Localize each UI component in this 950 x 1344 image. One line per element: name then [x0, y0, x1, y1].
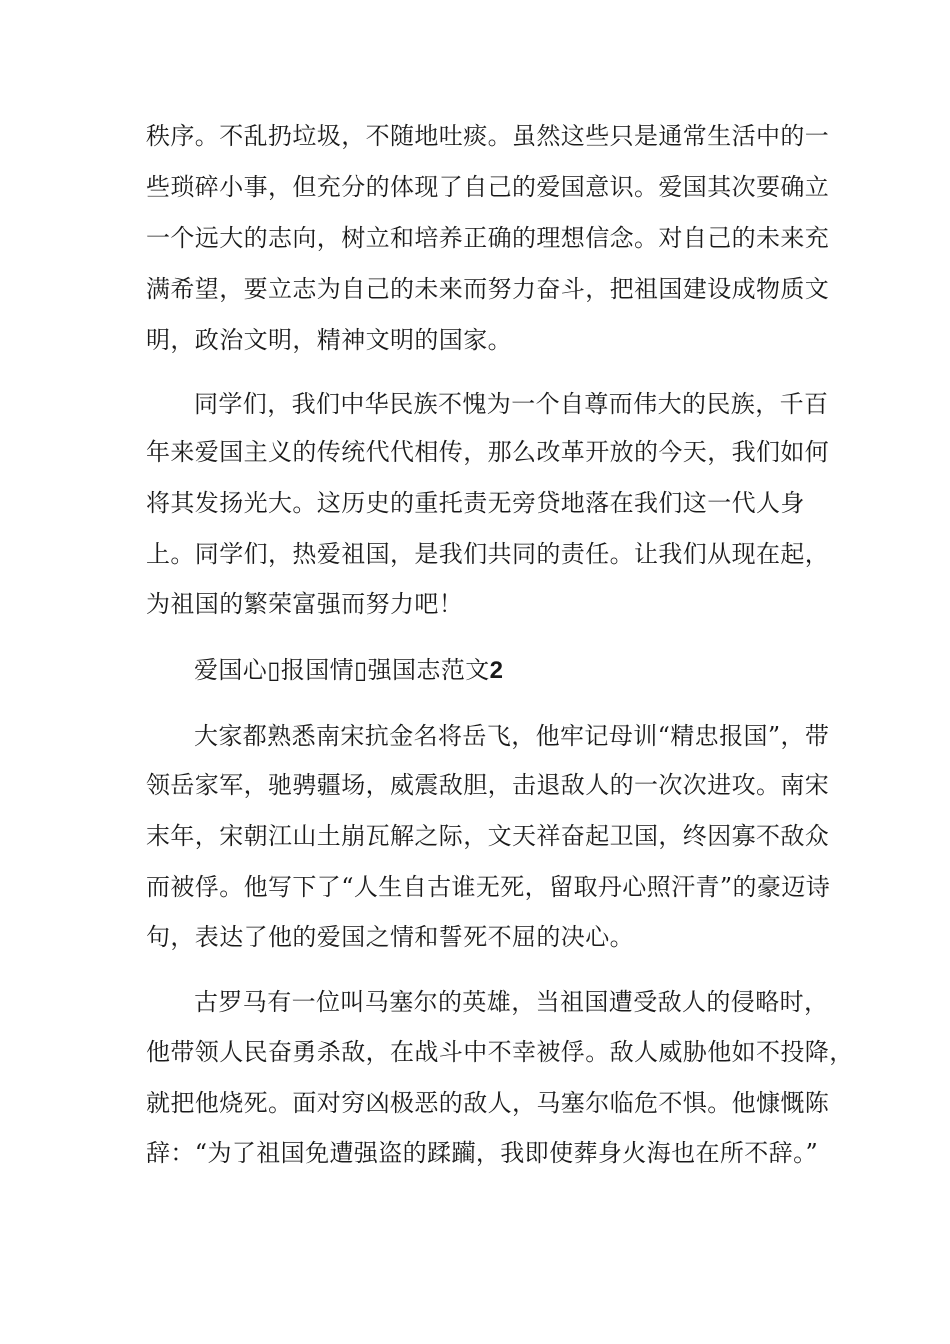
paragraph-2-line-4: 上。同学们，热爱祖国，是我们共同的责任。让我们从现在起， [146, 540, 830, 568]
paragraph-4-line-1: 古罗马有一位叫马塞尔的英雄，当祖国遭受敌人的侵略时， [194, 988, 829, 1016]
paragraph-1-line-3: 一个远大的志向，树立和培养正确的理想信念。对自己的未来充 [146, 224, 830, 252]
section-heading-text: 爱国心▯报国情▯强国志范文 [194, 656, 490, 684]
paragraph-3-line-4: 而被俘。他写下了“人生自古谁无死，留取丹心照汗青”的豪迈诗 [146, 873, 831, 901]
paragraph-4-line-3: 就把他烧死。面对穷凶极恶的敌人，马塞尔临危不惧。他慷慨陈 [146, 1089, 830, 1117]
paragraph-4-line-4: 辞：“为了祖国免遭强盗的蹂躏，我即使葬身火海也在所不辞。” [146, 1139, 819, 1167]
paragraph-4-line-2: 他带领人民奋勇杀敌，在战斗中不幸被俘。敌人威胁他如不投降， [146, 1038, 854, 1066]
paragraph-1-line-1: 秩序。不乱扔垃圾，不随地吐痰。虽然这些只是通常生活中的一 [146, 122, 830, 150]
paragraph-3-line-5: 句，表达了他的爱国之情和誓死不屈的决心。 [146, 923, 634, 951]
section-heading [194, 644, 503, 696]
paragraph-3-line-1: 大家都熟悉南宋抗金名将岳飞，他牢记母训“精忠报国”，带 [194, 722, 830, 750]
paragraph-2-line-2: 年来爱国主义的传统代代相传，那么改革开放的今天，我们如何 [146, 438, 830, 466]
paragraph-1-line-5: 明，政治文明，精神文明的国家。 [146, 326, 512, 354]
paragraph-1-line-2: 些琐碎小事，但充分的体现了自己的爱国意识。爱国其次要确立 [146, 173, 830, 201]
section-heading-number: 2 [489, 657, 504, 684]
paragraph-3-line-2: 领岳家军，驰骋疆场，威震敌胆，击退敌人的一次次进攻。南宋 [146, 771, 830, 799]
paragraph-2-line-5: 为祖国的繁荣富强而努力吧！ [146, 590, 464, 618]
paragraph-2-line-1: 同学们，我们中华民族不愧为一个自尊而伟大的民族，千百 [194, 390, 829, 418]
paragraph-1-line-4: 满希望，要立志为自己的未来而努力奋斗，把祖国建设成物质文 [146, 275, 830, 303]
paragraph-3-line-3: 末年，宋朝江山土崩瓦解之际，文天祥奋起卫国，终因寡不敌众 [146, 822, 830, 850]
paragraph-2-line-3: 将其发扬光大。这历史的重托责无旁贷地落在我们这一代人身 [146, 489, 805, 517]
